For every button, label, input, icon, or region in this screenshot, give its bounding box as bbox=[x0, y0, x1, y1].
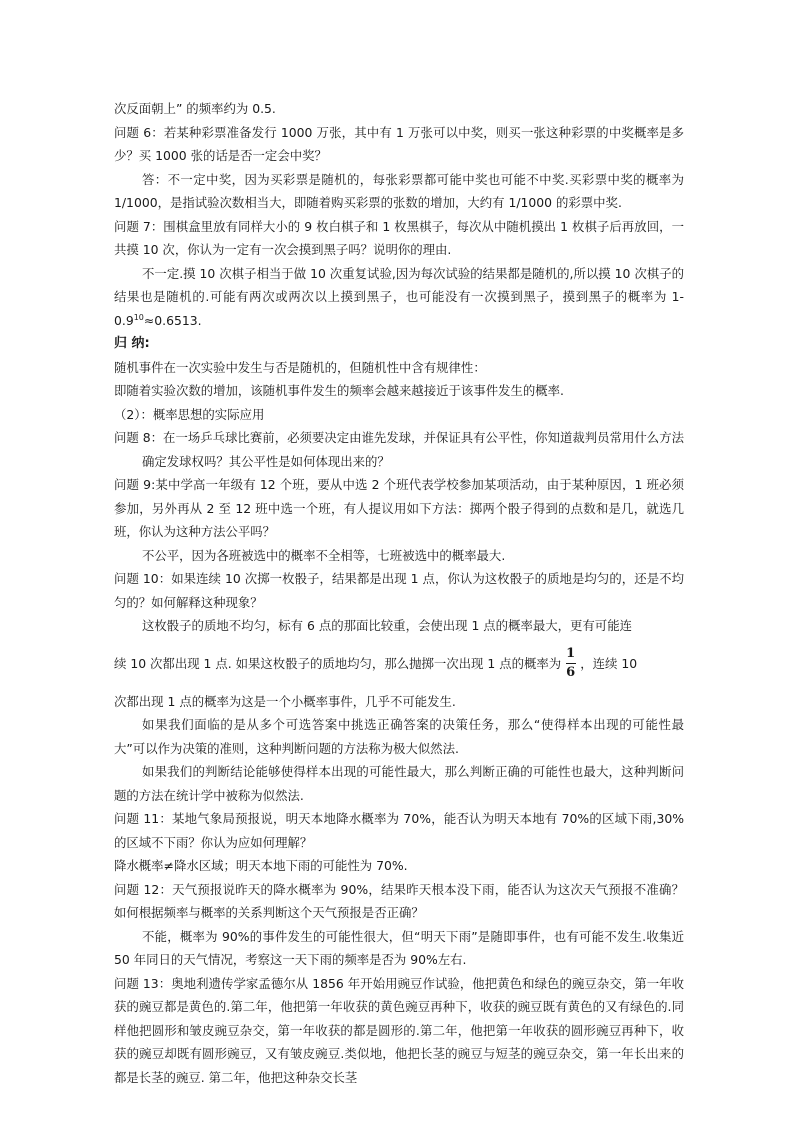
question-8: 问题 8：在一场乒乓球比赛前，必须要决定由谁先发球，并保证具有公平性，你知道裁判员常用什么方法确定发球权吗？其公平性是如何体现出来的？ bbox=[114, 430, 684, 469]
document-page bbox=[114, 97, 684, 1089]
question-7: 问题 7：围棋盒里放有同样大小的 9 枚白棋子和 1 枚黑棋子，每次从中随机摸出 1 枚棋子后再放回，一共摸 10 次，你认为一定有一次会摸到黑子吗？说明你的理由. bbox=[114, 218, 684, 257]
question-13: 问题 13：奥地利遗传学家孟德尔从 1856 年开始用豌豆作试验，他把黄色和绿色的豌豆杂交，第一年收获的豌豆都是黄色的.第二年，他把第一年收获的黄色豌豆再种下，收获的豌豆既有黄色的又有绿色的.同样他把圆形和皱皮豌豆杂交，第一年收获的都是圆形的.第二年，他把第一年收获的圆形豌豆再种下，收获的豌豆却既有圆形豌豆，又有皱皮豌豆.类似地，他把长茎的豌豆与短茎的豌豆杂交，第一年长出来的都是长茎的豌豆. 第二年，他把这种杂交长茎 bbox=[114, 975, 684, 1085]
summary-line: 即随着实验次数的增加，该随机事件发生的频率会越来越接近于该事件发生的概率. bbox=[114, 383, 565, 398]
question-9: 问题 9:某中学高一年级有 12 个班，要从中选 2 个班代表学校参加某项活动，由于某种原因，1 班必须参加，另外再从 2 至 12 班中选一个班，有人提议用如下方法：掷两个骰子得到的点数和是几，就选几班，你认为这种方法公平吗？ bbox=[114, 477, 684, 539]
paragraph: 次反面朝上” 的频率约为 0.5. bbox=[114, 101, 276, 116]
fraction-denominator: 6 bbox=[566, 665, 576, 680]
fraction-bar bbox=[566, 663, 576, 664]
question-10: 问题 10：如果连续 10 次掷一枚骰子，结果都是出现 1 点，你认为这枚骰子的质地是均匀的，还是不均匀的？如何解释这种现象？ bbox=[114, 571, 684, 610]
paragraph: 如果我们面临的是从多个可选答案中挑选正确答案的决策任务，那么“使得样本出现的可能性最大”可以作为决策的准则，这种判断问题的方法称为极大似然法. bbox=[114, 717, 684, 756]
answer-7-text: 不一定.摸 10 次棋子相当于做 10 次重复试验,因为每次试验的结果都是随机的,所以摸 10 次棋子的结果也是随机的.可能有两次或两次以上摸到黑子，也可能没有一次摸到黑子，摸到黑子的概率为 1-0.9 bbox=[114, 265, 684, 328]
fraction-numerator: 1 bbox=[566, 646, 576, 661]
paragraph: 如果我们的判断结论能够使得样本出现的可能性最大，那么判断正确的可能性也最大，这种判断问题的方法在统计学中被称为似然法. bbox=[114, 764, 684, 803]
answer-6: 答：不一定中奖，因为买彩票是随机的，每张彩票都可能中奖也可能不中奖.买彩票中奖的概率为 1/1000，是指试验次数相当大，即随着购买彩票的张数的增加，大约有 1/1000 的彩票中奖. bbox=[114, 171, 684, 210]
answer-7 bbox=[114, 262, 684, 333]
summary-heading: 归 纳: bbox=[114, 336, 150, 351]
question-11: 问题 11：某地气象局预报说，明天本地降水概率为 70%，能否认为明天本地有 70%的区域下雨,30%的区域不下雨？你认为应如何理解？ bbox=[114, 811, 684, 850]
answer-9: 不公平，因为各班被选中的概率不全相等，七班被选中的概率最大. bbox=[142, 547, 506, 563]
section-heading: （2）：概率思想的实际应用 bbox=[114, 406, 265, 422]
fraction-line-before: 续 10 次都出现 1 点. 如果这枚骰子的质地均匀，那么抛掷一次出现 1 点的概率为 bbox=[114, 655, 562, 671]
answer-7-result: ≈0.6513. bbox=[143, 312, 202, 328]
summary-line: 随机事件在一次实验中发生与否是随机的，但随机性中含有规律性： bbox=[114, 359, 486, 375]
answer-10: 这枚骰子的质地不均匀，标有 6 点的那面比较重，会使出现 1 点的概率最大，更有可能连 bbox=[142, 618, 632, 633]
question-6: 问题 6：若某种彩票准备发行 1000 万张，其中有 1 万张可以中奖，则买一张这种彩票的中奖概率是多少？买 1000 张的话是否一定会中奖？ bbox=[114, 124, 684, 163]
fraction-one-sixth bbox=[564, 646, 577, 681]
fraction-line-after: ，连续 10 bbox=[580, 655, 638, 671]
question-12: 问题 12：天气预报说昨天的降水概率为 90%，结果昨天根本没下雨，能否认为这次天气预报不准确？如何根据频率与概率的关系判断这个天气预报是否正确？ bbox=[114, 881, 684, 920]
answer-12: 不能，概率为 90%的事件发生的可能性很大，但“明天下雨”是随即事件，也有可能不发生.收集近 50 年同日的天气情况，考察这一天下雨的频率是否为 90%左右. bbox=[114, 928, 684, 967]
paragraph: 次都出现 1 点的概率为这是一个小概率事件，几乎不可能发生. bbox=[114, 693, 456, 709]
exponent: 10 bbox=[133, 312, 144, 322]
answer-11: 降水概率≠降水区域；明天本地下雨的可能性为 70%. bbox=[114, 858, 408, 873]
fraction-line bbox=[114, 638, 684, 690]
